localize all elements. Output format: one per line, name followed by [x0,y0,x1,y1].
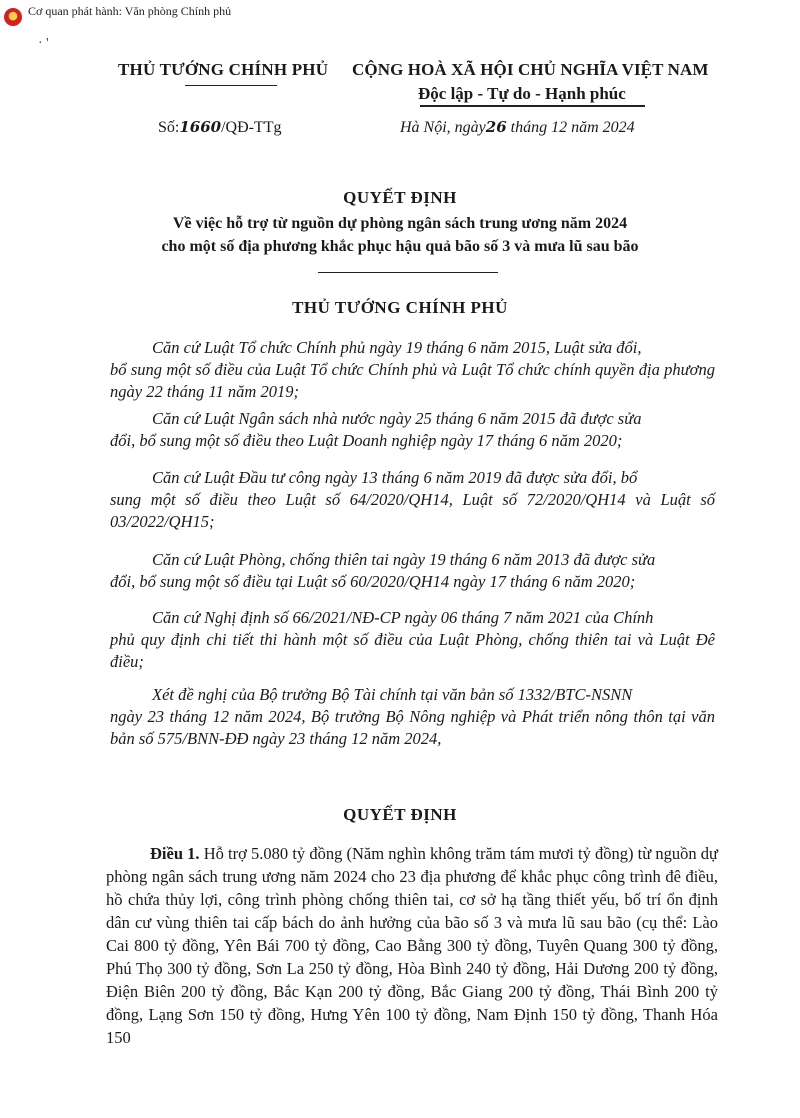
preamble-paragraph: Xét đề nghị của Bộ trưởng Bộ Tài chính tại văn bản số 1332/BTC-NSNN ngày 23 tháng 12 năm 2024, Bộ trưởng Bộ Nông nghiệp và Phát triển nông thôn tại văn bản số 575/BNN-ĐĐ ngày 23 tháng 12 năm 2024, [110,685,715,748]
decision-heading: QUYẾT ĐỊNH [343,805,457,824]
issuing-agency: THỦ TƯỚNG CHÍNH PHỦ [118,60,329,79]
subject-line-1: Về việc hỗ trợ từ nguồn dự phòng ngân sách trung ương năm 2024 [172,215,628,232]
date-handwritten: 26 [485,118,507,136]
motto-underline [420,105,645,107]
document-number [158,118,282,137]
docno-suffix: /QĐ-TTg [221,119,282,136]
place-prefix: Hà Nội, ngày [400,119,486,136]
place-suffix: tháng 12 năm 2024 [506,119,635,136]
agency-underline [185,85,277,86]
article-1 [106,842,718,1049]
preamble-paragraph: Căn cứ Luật Ngân sách nhà nước ngày 25 tháng 6 năm 2015 đã được sửa đổi, bổ sung một số điều theo Luật Doanh nghiệp ngày 17 tháng 6 năm 2020; [110,409,642,450]
preamble-paragraph: Căn cứ Luật Tổ chức Chính phủ ngày 19 tháng 6 năm 2015, Luật sửa đổi, bổ sung một số điều của Luật Tổ chức Chính phủ và Luật Tổ chức chính quyền địa phương ngày 22 tháng 11 năm 2019; [110,338,715,401]
article-1-label: Điều 1. [150,844,200,863]
national-motto: Độc lập - Tự do - Hạnh phúc [418,84,626,103]
preamble-paragraph: Căn cứ Nghị định số 66/2021/NĐ-CP ngày 06 tháng 7 năm 2021 của Chính phủ quy định chi tiết thi hành một số điều của Luật Phòng, chống thiên tai và Luật Đê điều; [110,608,715,671]
article-1-text: Hỗ trợ 5.080 tỷ đồng (Năm nghìn không trăm tám mươi tỷ đồng) từ nguồn dự phòng ngân sách trung ương năm 2024 cho 23 địa phương để khắc phục công trình đê điều, hồ chứa thủy lợi, công trình phòng chống thiên tai, cơ sở hạ tầng thiết yếu, bố trí ổn định dân cư vùng thiên tai cấp bách do ảnh hưởng của bão số 3 và mưa lũ sau bão (cụ thể: Lào Cai 800 tỷ đồng, Yên Bái 700 tỷ đồng, Cao Bằng 300 tỷ đồng, Tuyên Quang 300 tỷ đồng, Phú Thọ 300 tỷ đồng, Sơn La 250 tỷ đồng, Hòa Bình 240 tỷ đồng, Hải Dương 200 tỷ đồng, Điện Biên 200 tỷ đồng, Bắc Kạn 200 tỷ đồng, Bắc Giang 200 tỷ đồng, Thái Bình 200 tỷ đồng, Lạng Sơn 150 tỷ đồng, Hưng Yên 100 tỷ đồng, Nam Định 150 tỷ đồng, Thanh Hóa 150 [106,844,718,1047]
national-title: CỘNG HOÀ XÃ HỘI CHỦ NGHĨA VIỆT NAM [352,60,709,79]
national-emblem-icon [4,8,22,26]
issuer-note: Cơ quan phát hành: Văn phòng Chính phủ [28,4,232,18]
docno-prefix: Số: [158,119,180,136]
title-divider [318,272,498,273]
subject-line-2: cho một số địa phương khắc phục hậu quả bão số 3 và mưa lũ sau bão [161,238,639,255]
authority-heading: THỦ TƯỚNG CHÍNH PHỦ [292,298,508,317]
preamble-paragraph: Căn cứ Luật Phòng, chống thiên tai ngày 19 tháng 6 năm 2013 đã được sửa đổi, bổ sung một số điều tại Luật số 60/2020/QH14 ngày 17 tháng 6 năm 2020; [110,550,656,591]
place-date [400,118,635,137]
preamble-paragraph: Căn cứ Luật Đầu tư công ngày 13 tháng 6 năm 2019 đã được sửa đổi, bổ sung một số điều theo Luật số 64/2020/QH14, Luật số 72/2020/QH14 và Luật số 03/2022/QH15; [110,468,715,531]
scan-mark: · ' [38,36,49,51]
docno-handwritten: 1660 [179,118,222,136]
document-heading: QUYẾT ĐỊNH [343,188,457,207]
